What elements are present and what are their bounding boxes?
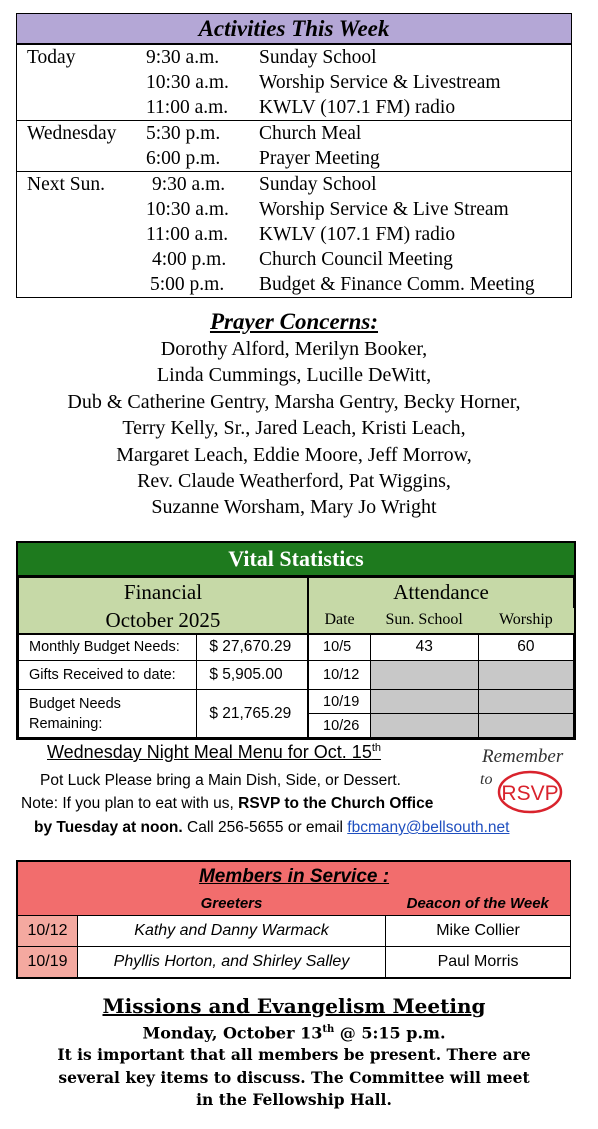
activity-time: 4:00 p.m.	[152, 249, 227, 270]
activities-group-wednesday	[17, 120, 571, 171]
monthly-budget-value: $ 27,670.29	[197, 634, 308, 661]
activity-row	[17, 95, 571, 120]
members-title: Members in Service :	[198, 865, 390, 887]
gifts-label: Gifts Received to date:	[19, 661, 197, 690]
missions-body-line: in the Fellowship Hall.	[196, 1090, 392, 1110]
activity-event: KWLV (107.1 FM) radio	[259, 224, 456, 245]
col-deacon: Deacon of the Week	[386, 892, 571, 916]
remaining-label	[19, 690, 197, 738]
member-greeters: Phyllis Horton, and Shirley Salley	[78, 947, 386, 978]
meal-title	[47, 742, 381, 763]
col-greeters: Greeters	[78, 892, 386, 916]
remaining-label-line: Remaining:	[29, 715, 103, 732]
members-title-cell	[18, 862, 571, 892]
activity-time: 6:00 p.m.	[146, 148, 221, 169]
prayer-line: Linda Cummings, Lucille DeWitt,	[156, 364, 432, 387]
missions-body-line: It is important that all members be present. There are	[57, 1045, 531, 1065]
activity-event: Worship Service & Livestream	[259, 72, 501, 93]
rsvp-logo-graphic	[478, 742, 564, 816]
rsvp-word: RSVP	[501, 782, 559, 805]
att-school: 43	[370, 634, 478, 661]
att-date: 10/19	[308, 690, 370, 714]
members-in-service	[16, 860, 571, 979]
rsvp-reminder-logo	[478, 742, 564, 816]
activities-box	[16, 13, 572, 298]
activity-event: Church Council Meeting	[259, 249, 453, 270]
activity-time: 9:30 a.m.	[152, 174, 226, 195]
prayer-title: Prayer Concerns:	[209, 309, 379, 334]
activity-row	[17, 70, 571, 95]
missions-date-suffix: th	[322, 1024, 335, 1035]
financial-period: October 2025	[19, 608, 309, 634]
activity-event: Sunday School	[259, 47, 377, 68]
activity-row	[17, 172, 571, 197]
vital-title: Vital Statistics	[18, 543, 574, 577]
prayer-line: Margaret Leach, Eddie Moore, Jeff Morrow,	[116, 443, 472, 466]
att-date: 10/5	[308, 634, 370, 661]
missions-meeting	[0, 993, 588, 1112]
rsvp-remember-text: Remember	[482, 746, 564, 767]
missions-time: @ 5:15 p.m.	[334, 1023, 446, 1043]
member-date: 10/12	[18, 916, 78, 947]
prayer-concerns	[0, 308, 588, 521]
att-worship-empty	[478, 690, 573, 714]
activity-row	[17, 121, 571, 146]
activity-day: Next Sun.	[27, 174, 105, 195]
col-date: Date	[308, 608, 370, 634]
gifts-value: $ 5,905.00	[197, 661, 308, 690]
meal-deadline: by Tuesday at noon.	[34, 819, 183, 836]
email-link[interactable]: fbcmany@bellsouth.net	[347, 819, 510, 836]
activity-time: 11:00 a.m.	[146, 224, 229, 245]
member-deacon: Paul Morris	[386, 947, 571, 978]
activities-group-today	[17, 44, 571, 120]
meal-potluck: Pot Luck Please bring a Main Dish, Side, or Dessert.	[40, 772, 401, 789]
activity-day: Today	[27, 47, 76, 68]
vital-table	[18, 577, 574, 738]
prayer-line: Dorothy Alford, Merilyn Booker,	[160, 338, 428, 360]
activity-event: Prayer Meeting	[259, 148, 380, 169]
activity-time: 10:30 a.m.	[146, 72, 229, 93]
activity-time: 9:30 a.m.	[146, 47, 220, 68]
att-date: 10/12	[308, 661, 370, 690]
meal-contact	[34, 819, 509, 837]
col-sun-school: Sun. School	[370, 608, 478, 634]
activity-row	[17, 247, 571, 272]
activity-time: 5:30 p.m.	[146, 123, 221, 144]
activity-row	[17, 146, 571, 171]
activity-event: Budget & Finance Comm. Meeting	[259, 274, 535, 295]
activity-event: Worship Service & Live Stream	[259, 199, 509, 220]
members-row	[18, 947, 571, 978]
members-header-blank	[18, 892, 78, 916]
activity-time: 10:30 a.m.	[146, 199, 229, 220]
activity-day: Wednesday	[27, 123, 117, 144]
missions-title: Missions and Evangelism Meeting	[102, 994, 486, 1018]
activity-event: Sunday School	[259, 174, 377, 195]
activities-title: Activities This Week	[17, 14, 571, 44]
activity-event: Church Meal	[259, 123, 362, 144]
att-date: 10/26	[308, 714, 370, 738]
members-row	[18, 916, 571, 947]
meal-call: Call 256-5655 or email	[182, 819, 348, 836]
meal-note-text: Note: If you plan to eat with us,	[21, 795, 239, 812]
att-school-empty	[370, 661, 478, 690]
monthly-budget-label: Monthly Budget Needs:	[19, 634, 197, 661]
missions-body-line: several key items to discuss. The Committee will meet	[58, 1067, 530, 1087]
vital-statistics	[16, 541, 576, 740]
activity-time: 11:00 a.m.	[146, 97, 229, 118]
attendance-label: Attendance	[308, 578, 574, 608]
activity-row	[17, 197, 571, 222]
activities-group-next-sunday	[17, 171, 571, 297]
financial-label: Financial	[19, 578, 309, 608]
att-worship-empty	[478, 661, 573, 690]
att-worship: 60	[478, 634, 573, 661]
meal-rsvp-office: RSVP to the Church Office	[238, 795, 434, 812]
activity-event: KWLV (107.1 FM) radio	[259, 97, 456, 118]
prayer-line: Suzanne Worsham, Mary Jo Wright	[151, 496, 437, 519]
member-date: 10/19	[18, 947, 78, 978]
activity-row	[17, 45, 571, 70]
att-worship-empty	[478, 714, 573, 738]
missions-date-text: Monday, October 13	[142, 1023, 323, 1043]
att-school-empty	[370, 690, 478, 714]
prayer-line: Dub & Catherine Gentry, Marsha Gentry, Becky Horner,	[67, 390, 521, 413]
col-worship: Worship	[478, 608, 573, 634]
member-deacon: Mike Collier	[386, 916, 571, 947]
meal-title-text: Wednesday Night Meal Menu for Oct. 15	[47, 742, 372, 762]
members-table	[17, 861, 571, 978]
rsvp-to-text: to	[480, 771, 493, 788]
remaining-value: $ 21,765.29	[197, 690, 308, 738]
missions-date	[0, 1019, 588, 1044]
remaining-label-line: Budget Needs	[29, 695, 121, 712]
meal-note	[21, 795, 433, 813]
prayer-line: Rev. Claude Weatherford, Pat Wiggins,	[137, 470, 451, 493]
att-school-empty	[370, 714, 478, 738]
activity-row	[17, 222, 571, 247]
meal-title-suffix: th	[371, 742, 382, 754]
member-greeters: Kathy and Danny Warmack	[78, 916, 386, 947]
prayer-line: Terry Kelly, Sr., Jared Leach, Kristi Leach,	[122, 417, 466, 440]
activity-time: 5:00 p.m.	[150, 274, 225, 295]
activity-row	[17, 272, 571, 297]
